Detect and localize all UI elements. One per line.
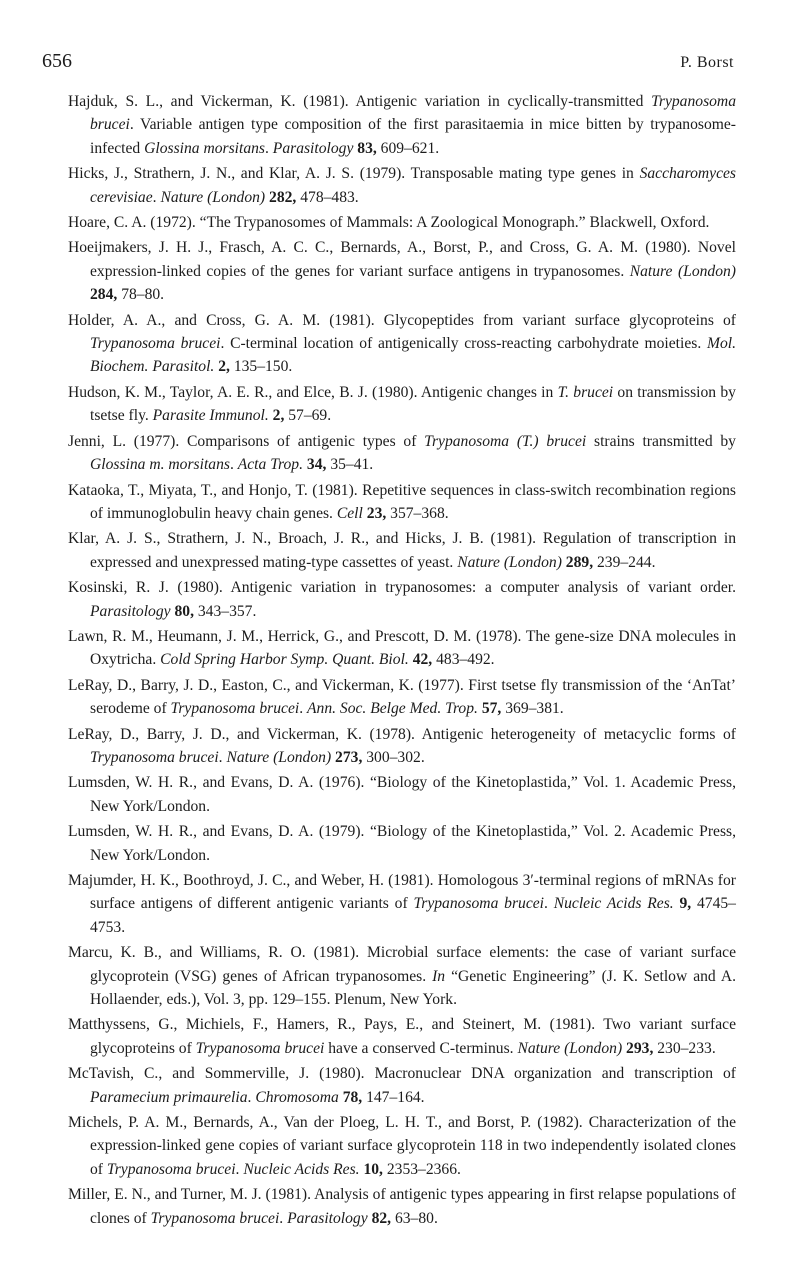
reference-italic-title: Glossina morsitans <box>144 139 265 157</box>
reference-text: Majumder, H. K., Boothroyd, J. C., and Weber, H. (1981). Homologous 3′-terminal regions of mRNAs for surface antigens of different antigenic variants of <box>68 872 736 913</box>
reference-text: LeRay, D., Barry, J. D., and Vickerman, K. (1978). Antigenic heterogeneity of metacyclic forms of <box>68 725 736 743</box>
reference-text: Michels, P. A. M., Bernards, A., Van der Ploeg, L. H. T., and Borst, P. (1982). Characterization of the expression-linked gene copies of variant surface glycoprotein 118 in two independently isolated clones of <box>68 1114 736 1178</box>
running-head: P. Borst <box>680 54 734 71</box>
reference-journal: Nucleic Acids Res. <box>243 1160 360 1178</box>
reference-italic-title: Trypanosoma brucei <box>90 335 221 353</box>
reference-italic-title: Trypanosoma brucei <box>170 700 300 718</box>
reference-text: . <box>265 139 273 157</box>
reference-entry <box>68 236 736 306</box>
reference-volume: 57, <box>481 700 502 718</box>
reference-volume: 82, <box>371 1209 392 1227</box>
reference-text: . <box>247 1088 256 1106</box>
reference-volume: 23, <box>366 504 387 522</box>
reference-volume: 42, <box>412 651 433 669</box>
reference-text: Lumsden, W. H. R., and Evans, D. A. (1979). “Biology of the Kinetoplastida,” Vol. 2. Academic Press, New York/London. <box>68 823 736 864</box>
reference-entry <box>68 381 736 428</box>
reference-volume: 9, <box>679 895 692 913</box>
reference-italic-title: T. brucei <box>557 383 614 401</box>
reference-journal: Cell <box>336 504 363 522</box>
reference-italic-title: Trypanosoma (T.) brucei <box>424 432 587 450</box>
reference-journal: Parasitology <box>272 139 354 157</box>
reference-text: . <box>299 700 307 718</box>
reference-journal: Parasitology <box>90 602 171 620</box>
reference-text: on transmission by tsetse fly. <box>90 383 736 425</box>
reference-volume: 284, <box>90 286 118 304</box>
reference-italic-title: Trypanosoma brucei <box>90 93 736 134</box>
reference-italic-title: Saccharomyces cerevisiae <box>90 165 736 206</box>
page-number: 656 <box>42 50 72 72</box>
reference-volume: 83, <box>357 139 377 157</box>
reference-text: Miller, E. N., and Turner, M. J. (1981). Analysis of antigenic types appearing in first relapse populations of clones of <box>68 1186 736 1227</box>
reference-text: Jenni, L. (1977). Comparisons of antigenic types of <box>68 432 425 450</box>
reference-pages: 4745–4753. <box>90 895 736 936</box>
reference-journal: Nature (London) <box>629 262 737 280</box>
reference-entry <box>68 1111 736 1181</box>
reference-volume: 273, <box>335 748 363 766</box>
reference-text: Hoeijmakers, J. H. J., Frasch, A. C. C., Bernards, A., Borst, P., and Cross, G. A. M. (1980). Novel expression-linked copies of the genes for variant surface antigens in trypanosomes. <box>68 239 736 280</box>
reference-text: Klar, A. J. S., Strathern, J. N., Broach, J. R., and Hicks, J. B. (1981). Regulation of transcription in expressed and unexpressed mating-type cassettes of yeast. <box>68 530 736 571</box>
reference-text: Kosinski, R. J. (1980). Antigenic variation in trypanosomes: a computer analysis of variant order. <box>68 579 736 597</box>
reference-journal: Nucleic Acids Res. <box>553 895 674 913</box>
reference-entry <box>68 90 736 160</box>
reference-pages: 478–483. <box>296 188 359 206</box>
reference-pages: 2353–2366. <box>382 1160 461 1178</box>
reference-pages: 369–381. <box>501 700 564 718</box>
reference-text: Matthyssens, G., Michiels, F., Hamers, R., Pays, E., and Steinert, M. (1981). Two variant surface glycoproteins of <box>68 1016 736 1057</box>
reference-volume: 34, <box>306 456 327 474</box>
reference-text: . <box>218 748 227 766</box>
reference-text: have a conserved C-terminus. <box>324 1039 518 1057</box>
reference-italic-title: Paramecium primaurelia <box>90 1088 248 1106</box>
reference-text: . <box>152 188 161 206</box>
reference-pages: 135–150. <box>229 358 293 376</box>
reference-text: Lumsden, W. H. R., and Evans, D. A. (1976). “Biology of the Kinetoplastida,” Vol. 1. Academic Press, New York/London. <box>68 774 736 815</box>
reference-journal: Nature (London) <box>457 553 562 571</box>
reference-entry <box>68 941 736 1011</box>
reference-pages: 230–233. <box>653 1039 716 1057</box>
reference-pages: 57–69. <box>284 407 332 425</box>
reference-journal: Mol. Biochem. Parasitol. <box>90 335 736 376</box>
reference-italic-title: Trypanosoma brucei <box>150 1209 280 1227</box>
reference-entry <box>68 1062 736 1109</box>
reference-text: McTavish, C., and Sommerville, J. (1980). Macronuclear DNA organization and transcription of <box>68 1065 736 1083</box>
reference-journal: Nature (London) <box>160 188 266 206</box>
reference-pages: 35–41. <box>326 456 374 474</box>
reference-journal: Parasite Immunol. <box>152 407 269 425</box>
reference-italic-title: Trypanosoma brucei <box>90 748 219 766</box>
reference-pages: 78–80. <box>117 286 165 304</box>
reference-italic-title: In <box>432 967 446 985</box>
reference-entry <box>68 1183 736 1230</box>
reference-entry <box>68 1013 736 1060</box>
reference-volume: 2, <box>218 358 230 376</box>
reference-italic-title: Trypanosoma brucei <box>106 1160 236 1178</box>
page-header <box>42 46 734 76</box>
reference-journal: Acta Trop. <box>237 456 304 474</box>
reference-pages: 300–302. <box>362 748 425 766</box>
reference-volume: 282, <box>269 188 297 206</box>
reference-volume: 293, <box>626 1039 654 1057</box>
reference-entry <box>68 211 736 234</box>
reference-entry <box>68 479 736 526</box>
reference-text: Holder, A. A., and Cross, G. A. M. (1981). Glycopeptides from variant surface glycoproteins of <box>68 311 736 329</box>
reference-text: . Variable antigen type composition of the first parasitaemia in mice bitten by trypanosome-infected <box>90 116 736 157</box>
reference-volume: 2, <box>272 407 285 425</box>
reference-pages: 609–621. <box>376 139 440 157</box>
reference-italic-title: Trypanosoma brucei <box>195 1039 325 1057</box>
reference-pages: 483–492. <box>432 651 495 669</box>
reference-pages: 239–244. <box>593 553 656 571</box>
reference-entry <box>68 162 736 209</box>
reference-text: strains transmitted by <box>586 432 736 450</box>
reference-entry <box>68 820 736 867</box>
reference-volume: 80, <box>174 602 194 620</box>
reference-entry <box>68 576 736 623</box>
reference-pages: 343–357. <box>193 602 257 620</box>
reference-volume: 10, <box>363 1160 383 1178</box>
reference-entry <box>68 771 736 818</box>
reference-entry <box>68 527 736 574</box>
reference-text: Lawn, R. M., Heumann, J. M., Herrick, G., and Prescott, D. M. (1978). The gene-size DNA molecules in Oxytricha. <box>68 627 736 669</box>
reference-text: Hudson, K. M., Taylor, A. E. R., and Elce, B. J. (1980). Antigenic changes in <box>68 383 558 401</box>
reference-list <box>68 90 736 1232</box>
reference-entry <box>68 869 736 939</box>
reference-italic-title: Glossina m. morsitans <box>90 456 230 474</box>
reference-text: “Genetic Engineering” (J. K. Setlow and A. Hollaender, eds.), Vol. 3, pp. 129–155. Plenum, New York. <box>90 967 736 1009</box>
reference-entry <box>68 674 736 721</box>
reference-text: . <box>229 456 238 474</box>
reference-text: Hoare, C. A. (1972). “The Trypanosomes of Mammals: A Zoological Monograph.” Blackwell, Oxford. <box>68 214 710 232</box>
reference-entry <box>68 625 736 672</box>
reference-volume: 289, <box>565 553 594 571</box>
reference-journal: Ann. Soc. Belge Med. Trop. <box>307 700 478 718</box>
reference-italic-title: Trypanosoma brucei <box>413 895 544 913</box>
reference-text: Hajduk, S. L., and Vickerman, K. (1981). Antigenic variation in cyclically-transmitted <box>68 93 652 110</box>
reference-text: Marcu, K. B., and Williams, R. O. (1981). Microbial surface elements: the case of variant surface glycoprotein (VSG) genes of African trypanosomes. <box>68 944 736 985</box>
reference-volume: 78, <box>342 1088 363 1106</box>
reference-text: LeRay, D., Barry, J. D., Easton, C., and Vickerman, K. (1977). First tsetse fly transmission of the ‘AnTat’ serodeme of <box>68 676 736 718</box>
reference-entry <box>68 309 736 379</box>
reference-journal: Nature (London) <box>517 1039 623 1057</box>
reference-text: Kataoka, T., Miyata, T., and Honjo, T. (1981). Repetitive sequences in class-switch recombination regions of immunoglobulin heavy chain genes. <box>68 481 736 522</box>
reference-text: Hicks, J., Strathern, J. N., and Klar, A. J. S. (1979). Transposable mating type genes in <box>68 165 640 183</box>
reference-journal: Chromosoma <box>255 1088 339 1106</box>
reference-text: . <box>279 1209 288 1227</box>
reference-pages: 63–80. <box>391 1209 438 1227</box>
reference-pages: 357–368. <box>386 504 449 522</box>
reference-journal: Cold Spring Harbor Symp. Quant. Biol. <box>160 651 409 669</box>
reference-text: . <box>235 1160 244 1178</box>
reference-journal: Parasitology <box>287 1209 368 1227</box>
reference-text: . <box>544 895 554 913</box>
reference-text: . C-terminal location of antigenically cross-reacting carbohydrate moieties. <box>220 335 707 353</box>
reference-entry <box>68 430 736 477</box>
reference-entry <box>68 723 736 770</box>
reference-pages: 147–164. <box>362 1088 425 1106</box>
reference-journal: Nature (London) <box>226 748 332 766</box>
